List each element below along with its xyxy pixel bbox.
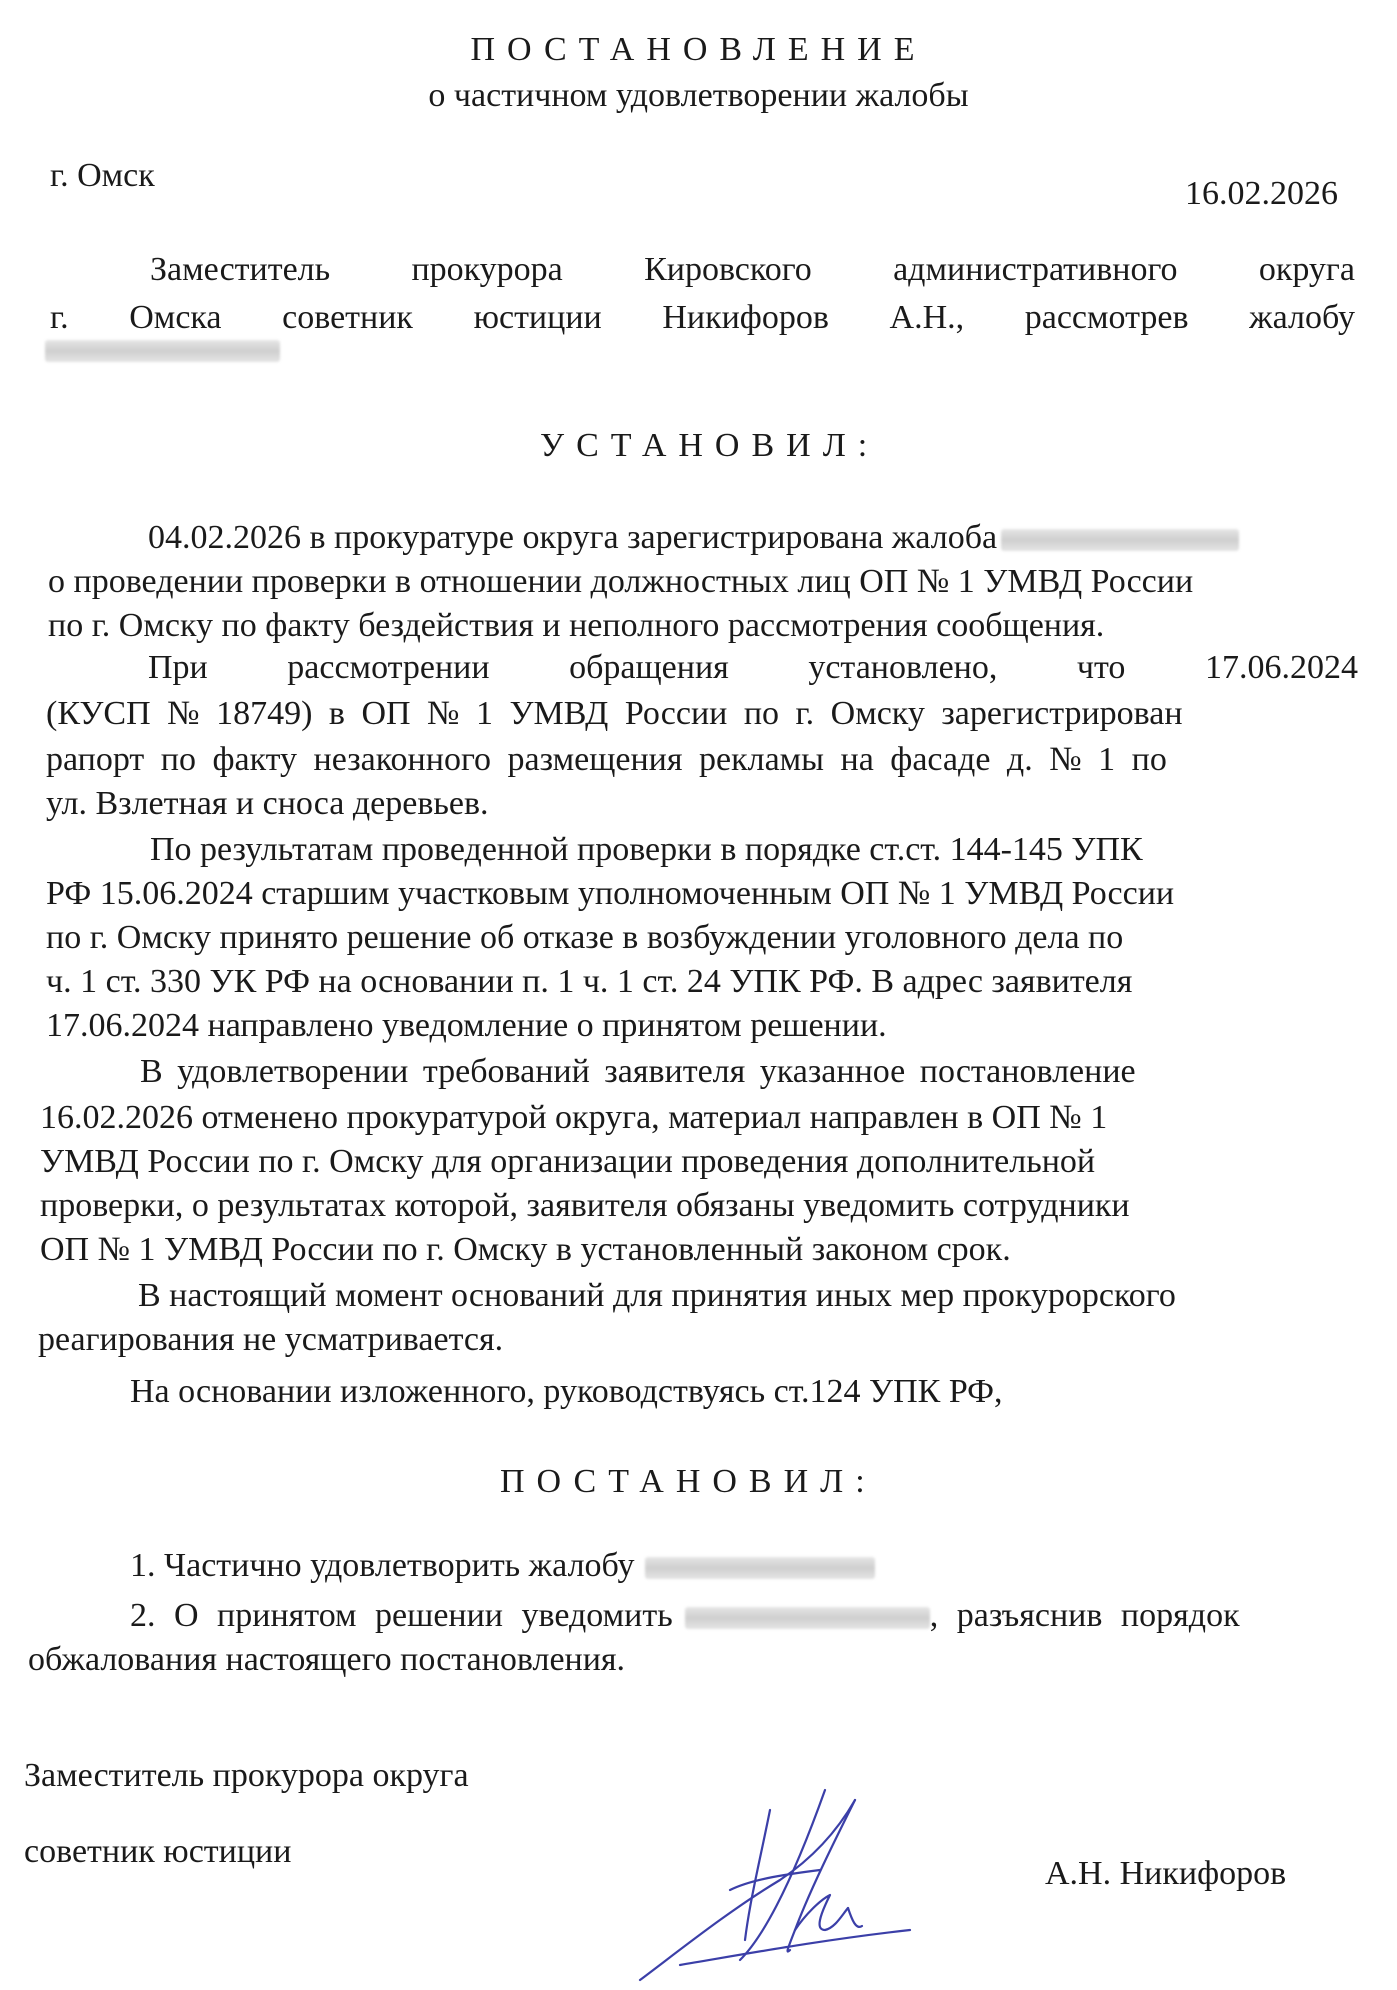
paragraph-5-line-1: В настоящий момент оснований для принятия иных мер прокурорского [138, 1277, 1176, 1314]
paragraph-word: рассмотрении [287, 649, 490, 686]
section-resolved: ПОСТАНОВИЛ: [500, 1463, 877, 1500]
redacted-name [45, 340, 280, 362]
paragraph-6-line-1: На основании изложенного, руководствуясь ст.124 УПК РФ, [130, 1373, 1003, 1410]
resolution-item-2 [130, 1596, 1240, 1636]
paragraph-word: что [1076, 649, 1126, 686]
paragraph-2-line-4: ул. Взлетная и сноса деревьев. [46, 785, 489, 822]
redacted-name [1001, 529, 1239, 551]
handwritten-signature [620, 1780, 920, 1990]
resolution-text: 1. Частично удовлетворить жалобу [130, 1547, 635, 1584]
paragraph-2-line-2: (КУСП № 18749) в ОП № 1 УМВД России по г. Омску зарегистрирован [46, 695, 1183, 732]
paragraph-word: обращения [569, 649, 729, 686]
paragraph-4-line-4: проверки, о результатах которой, заявителя обязаны уведомить сотрудники [40, 1187, 1130, 1224]
intro-word: А.Н., [889, 299, 965, 336]
paragraph-3-line-3: по г. Омску принято решение об отказе в возбуждении уголовного дела по [46, 919, 1124, 956]
resolution-text: , разъяснив порядок [929, 1597, 1240, 1634]
resolution-item-2-continuation: обжалования настоящего постановления. [28, 1641, 626, 1678]
redacted-name [645, 1557, 875, 1579]
paragraph-2-line-1 [148, 648, 1358, 688]
intro-word: жалобу [1249, 299, 1355, 336]
resolution-item-1 [130, 1546, 875, 1586]
intro-word: юстиции [473, 299, 602, 336]
paragraph-4-line-3: УМВД России по г. Омску для организации проведения дополнительной [40, 1143, 1096, 1180]
intro-word: рассмотрев [1024, 299, 1189, 336]
paragraph-word: установлено, [808, 649, 998, 686]
intro-line-1 [150, 250, 1355, 290]
intro-word: прокурора [411, 251, 563, 288]
intro-word: административного [893, 251, 1178, 288]
signatory-position-1: Заместитель прокурора округа [24, 1757, 469, 1794]
section-established: УСТАНОВИЛ: [540, 427, 880, 464]
paragraph-word: 17.06.2024 [1204, 649, 1358, 686]
signatory-name: А.Н. Никифоров [1045, 1855, 1287, 1892]
intro-word: советник [282, 299, 413, 336]
paragraph-5-line-2: реагирования не усматривается. [38, 1321, 504, 1358]
signatory-position-2: советник юстиции [24, 1833, 292, 1870]
paragraph-1-line-2: о проведении проверки в отношении должностных лиц ОП № 1 УМВД России [48, 563, 1194, 600]
paragraph-4-line-2: 16.02.2026 отменено прокуратурой округа, материал направлен в ОП № 1 [40, 1099, 1108, 1136]
paragraph-3-line-4: ч. 1 ст. 330 УК РФ на основании п. 1 ч. 1 ст. 24 УПК РФ. В адрес заявителя [46, 963, 1133, 1000]
intro-word: Заместитель [150, 251, 331, 288]
paragraph-4-line-5: ОП № 1 УМВД России по г. Омску в установленный законом срок. [40, 1231, 1011, 1268]
intro-word: Омска [129, 299, 222, 336]
document-date: 16.02.2026 [1185, 175, 1338, 212]
paragraph-3-line-1: По результатам проведенной проверки в порядке ст.ст. 144-145 УПК [150, 831, 1143, 868]
paragraph-1-line-1 [148, 518, 1239, 558]
document-subtitle: о частичном удовлетворении жалобы [428, 77, 969, 114]
intro-word: Никифоров [662, 299, 829, 336]
city: г. Омск [50, 157, 155, 194]
document-title: ПОСТАНОВЛЕНИЕ [470, 31, 927, 68]
intro-word: г. [50, 299, 69, 336]
paragraph-word: При [148, 649, 208, 686]
intro-word: округа [1258, 251, 1355, 288]
paragraph-text: 04.02.2026 в прокуратуре округа зарегистрирована жалоба [148, 519, 998, 556]
resolution-text: 2. О принятом решении уведомить [130, 1597, 673, 1634]
intro-word: Кировского [644, 251, 812, 288]
paragraph-2-line-3: рапорт по факту незаконного размещения рекламы на фасаде д. № 1 по [46, 741, 1167, 778]
paragraph-3-line-2: РФ 15.06.2024 старшим участковым уполномоченным ОП № 1 УМВД России [46, 875, 1175, 912]
paragraph-3-line-5: 17.06.2024 направлено уведомление о принятом решении. [46, 1007, 887, 1044]
redacted-name [685, 1607, 930, 1629]
paragraph-4-line-1: В удовлетворении требований заявителя указанное постановление [140, 1053, 1136, 1090]
paragraph-1-line-3: по г. Омску по факту бездействия и неполного рассмотрения сообщения. [48, 607, 1105, 644]
intro-line-2 [50, 298, 1355, 338]
